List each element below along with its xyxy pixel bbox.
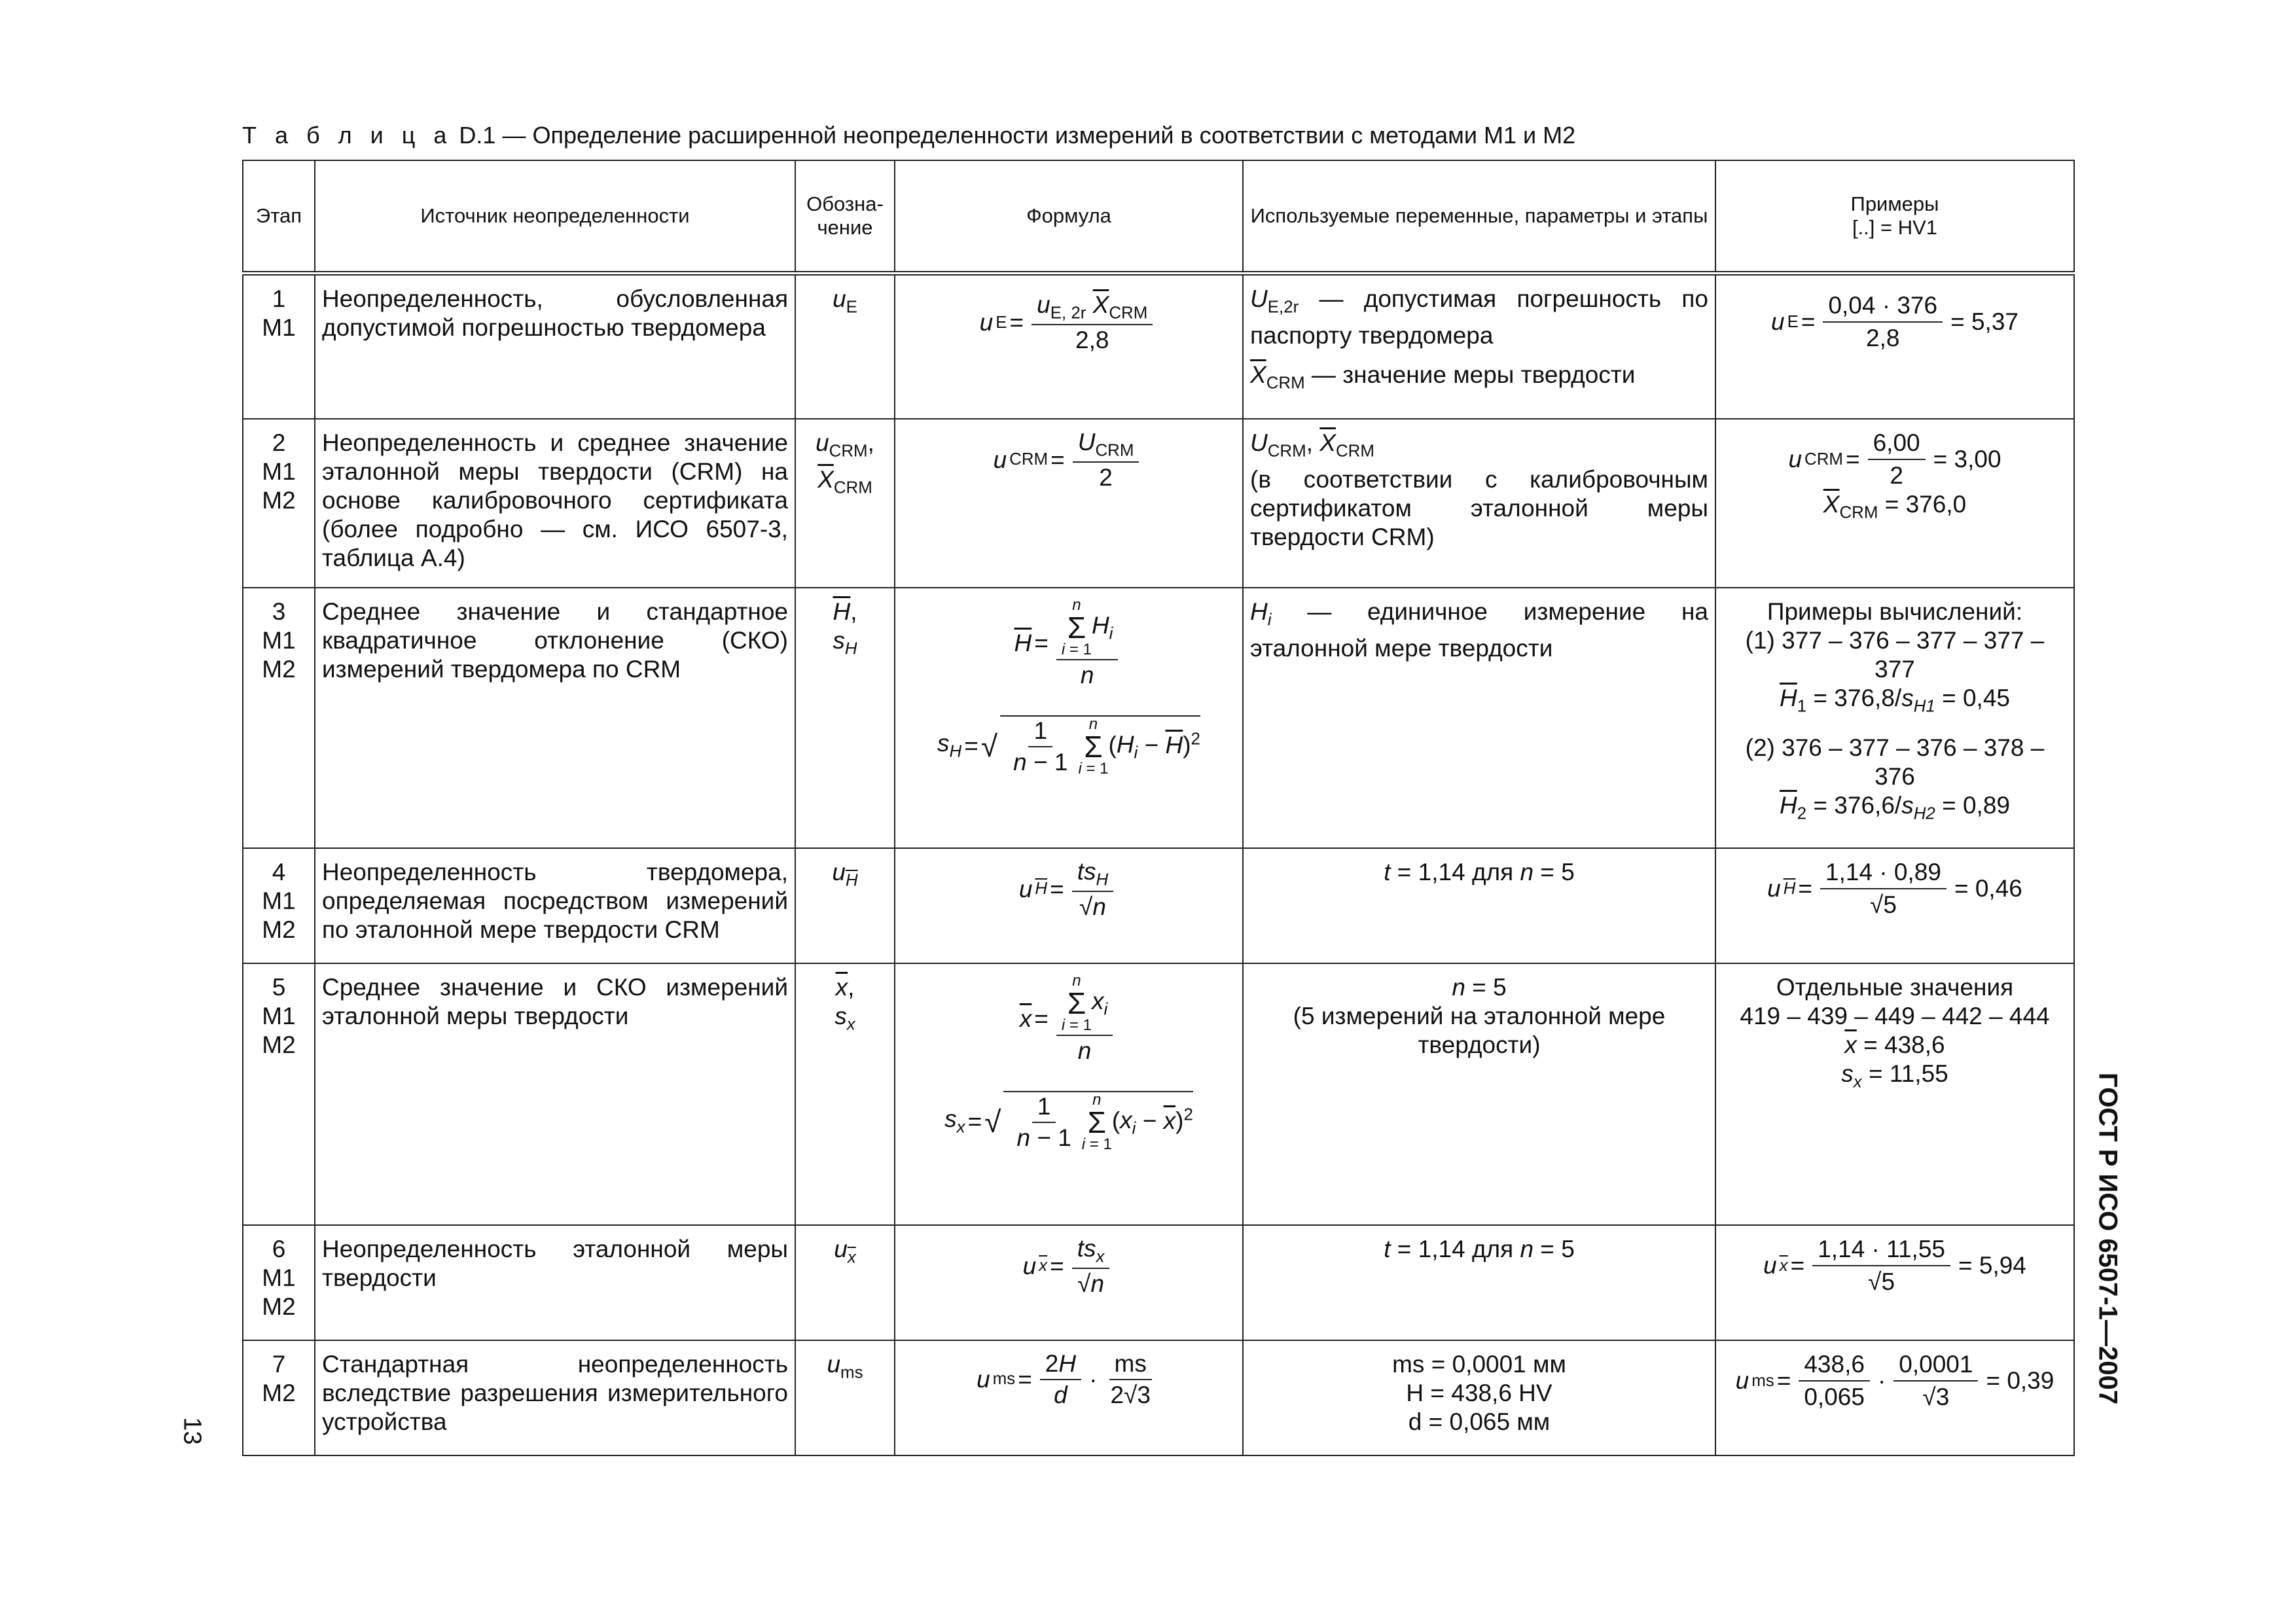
examples-cell: u CRM = $\frac{6,00}{2}$ = 3,00 $\overline{X}_{CRM} = 376,0$ [1715,419,2074,588]
variable-h: H = 438,6 HV [1406,1379,1552,1406]
stage-cell [243,588,315,848]
stage-method: М1 [262,1002,296,1029]
stage-cell [243,419,315,588]
table-row [243,963,2074,1225]
source-cell: Среднее значение и СКО измерений эталонной меры твердости [315,963,795,1225]
header-variables: Используемые переменные, параметры и этапы [1243,160,1715,274]
example-series-2: (2) 376 – 377 – 376 – 378 – 376 [1745,734,2045,790]
stage-method: М2 [262,1031,296,1058]
formula-cell: u $\overline{H}$ = $\frac{ts_H}{√n}$ [895,848,1243,963]
variables-cell: $H_i$ — единичное измерение на эталонной мере твердости [1243,588,1715,848]
caption-text: D.1 — Определение расширенной неопределенности измерений в соответствии с методами М1 и М2 [459,122,1576,149]
variables-cell: n = 5 (5 измерений на эталонной мере твердости) [1243,963,1715,1225]
stage-cell [243,1225,315,1340]
caption-label: Т а б л и ц а [242,122,453,149]
stage-number: 5 [272,973,286,1001]
formula-cell: $\overline{H}$ = n Σ i = 1 $H_i$ n $s_H$ = √ $\frac{1}{n - 1}$ n Σ i = 1 $(H_i - \overline{H})^2$ [895,588,1243,848]
header-formula: Формула [895,160,1243,274]
variables-note: (5 измерений на эталонной мере твердости) [1293,1002,1666,1058]
table-header-row [243,160,2074,274]
source-cell: Неопределенность и среднее значение эталонной меры твердости (CRM) на основе калибровочного сертификата (более подробно — см. ИСО 6507-3, таблица А.4) [315,419,795,588]
stage-number: 3 [272,597,286,625]
stage-cell [243,963,315,1225]
stage-method: М1 [262,1264,296,1291]
examples-cell: Примеры вычислений: (1) 377 – 376 – 377 – 377 – 377 $\overline{H}_1 = 376,8/s_{H1} = 0,45$ (2) 376 – 377 – 376 – 378 – 376 $\overline{H}_2 = 376,6/s_{H2} = 0,89$ [1715,588,2074,848]
formula-cell: $\overline{x}$ = n Σ i = 1 $x_i$ n $s_x$ = √ $\frac{1}{n - 1}$ n Σ i = 1 $(x_i - \overline{x})^2$ [895,963,1243,1225]
variables-note: (в соответствии с калибровочным сертификатом эталонной меры твердости CRM) [1250,465,1708,550]
standard-id: ГОСТ Р ИСО 6507-1—2007 [2093,1073,2123,1404]
symbol-cell: $\overline{x}$, $s_x$ [795,963,895,1225]
table-row [243,274,2074,419]
variables-cell [1243,1340,1715,1455]
header-examples-unit: [..] = HV1 [1852,216,1938,239]
stage-method: М1 [262,626,296,654]
stage-method: М2 [262,1293,296,1320]
uncertainty-table [242,160,2075,1456]
header-examples-title: Примеры [1850,192,1939,215]
formula-cell: u ms = $\frac{2H}{d}$ · $\frac{ms}{2√3}$ [895,1340,1243,1455]
stage-number: 2 [272,429,286,456]
table-row [243,419,2074,588]
stage-number: 1 [272,285,286,312]
examples-cell: u $\overline{x}$ = $\frac{1,14 \cdot 11,55}{√5}$ = 5,94 [1715,1225,2074,1340]
stage-number: 4 [272,858,286,885]
variable-d: d = 0,065 мм [1408,1408,1551,1435]
symbol-cell: $\overline{H}$, $s_H$ [795,588,895,848]
symbol-cell: $u_{CRM}$, $\overline{X}_{CRM}$ [795,419,895,588]
stage-method: М1 [262,887,296,914]
stage-method: М2 [262,1379,296,1406]
symbol-cell: $u_{\overline{x}}$ [795,1225,895,1340]
symbol-cell: $u_{\overline{H}}$ [795,848,895,963]
examples-cell: u ms = $\frac{438,6}{0,065}$ · $\frac{0,0001}{√3}$ = 0,39 [1715,1340,2074,1455]
examples-heading: Примеры вычислений: [1767,597,2023,625]
table-row [243,588,2074,848]
examples-cell: u E = $\frac{0,04 \cdot 376}{2,8}$ = 5,37 [1715,274,2074,419]
source-cell: Неопределенность, обусловленная допустимой погрешностью твердомера [315,274,795,419]
source-cell: Неопределенность твердомера, определяемая посредством измерений по эталонной мере твердости CRM [315,848,795,963]
table-row [243,848,2074,963]
stage-cell [243,848,315,963]
stage-method: М1 [262,314,296,341]
stage-cell [243,274,315,419]
source-cell: Среднее значение и стандартное квадратичное отклонение (СКО) измерений твердомера по CRM [315,588,795,848]
table-caption [242,122,1575,149]
variables-cell: t = 1,14 для n = 5 [1243,848,1715,963]
table-row [243,1340,2074,1455]
table-row [243,1225,2074,1340]
formula-cell: u CRM = $\frac{U_{CRM}}{2}$ [895,419,1243,588]
stage-method: М2 [262,916,296,943]
stage-method: М2 [262,655,296,683]
header-symbol: Обозна-чение [795,160,895,274]
variables-cell: $U_{CRM}$, $\overline{X}_{CRM}$ (в соответствии с калибровочным сертификатом эталонной меры твердости CRM) [1243,419,1715,588]
examples-heading: Отдельные значения [1776,973,2014,1001]
examples-cell: u $\overline{H}$ = $\frac{1,14 \cdot 0,89}{√5}$ = 0,46 [1715,848,2074,963]
symbol-cell: $u_{ms}$ [795,1340,895,1455]
variables-cell: $U_{E,2r}$ — допустимая погрешность по паспорту твердомера $\overline{X}_{CRM}$ — значение меры твердости [1243,274,1715,419]
formula-cell: u E = $\frac{u_{E, 2r} \overline{X}_{CRM}}{2,8}$ [895,274,1243,419]
variables-cell: t = 1,14 для n = 5 [1243,1225,1715,1340]
formula-cell: u $\overline{x}$ = $\frac{ts_x}{√n}$ [895,1225,1243,1340]
header-examples [1715,160,2074,274]
stage-method: М2 [262,486,296,514]
stage-number: 7 [272,1350,286,1378]
header-stage: Этап [243,160,315,274]
variable-ms: ms = 0,0001 мм [1392,1350,1566,1378]
stage-number: 6 [272,1235,286,1262]
source-cell: Неопределенность эталонной меры твердости [315,1225,795,1340]
example-series-1: (1) 377 – 376 – 377 – 377 – 377 [1745,626,2045,683]
source-cell: Стандартная неопределенность вследствие разрешения измерительного устройства [315,1340,795,1455]
header-source: Источник неопределенности [315,160,795,274]
examples-cell: Отдельные значения 419 – 439 – 449 – 442 – 444 $\overline{x} = 438,6$ $s_x = 11,55$ [1715,963,2074,1225]
example-values: 419 – 439 – 449 – 442 – 444 [1740,1002,2050,1029]
symbol-cell: $u_E$ [795,274,895,419]
stage-method: М1 [262,457,296,485]
stage-cell [243,1340,315,1455]
page-number: 13 [178,1417,206,1445]
